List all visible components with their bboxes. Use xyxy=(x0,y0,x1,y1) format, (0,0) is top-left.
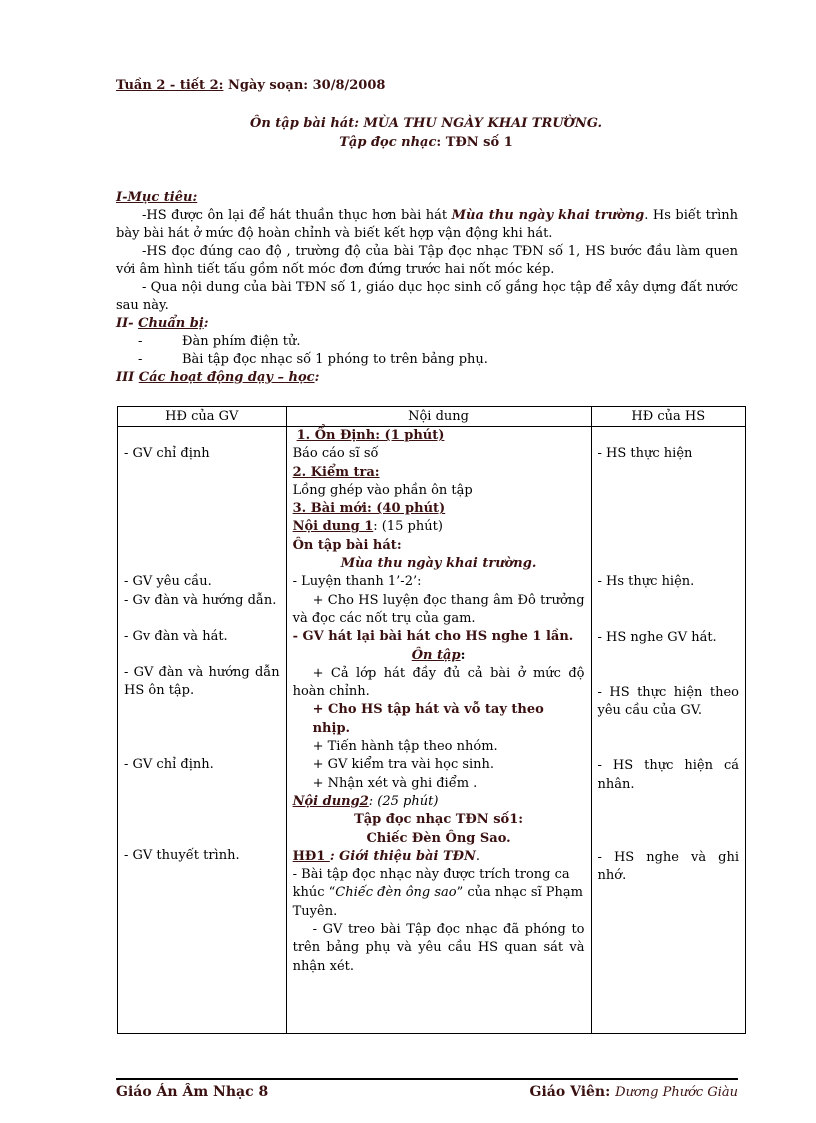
content-part-1: Nội dung 1: (15 phút) xyxy=(292,519,443,535)
gv-activity: - GV chỉ định. xyxy=(124,756,214,772)
content-column xyxy=(286,427,591,1034)
section-check: 2. Kiểm tra: xyxy=(292,464,380,480)
gv-activity: - GV chỉ định xyxy=(124,446,210,461)
footer-teacher: Giáo Viên: Dương Phước Giàu xyxy=(529,1084,738,1100)
hs-activity: - HS nghe và ghi nhớ. xyxy=(597,850,739,884)
tdn-title: Tập đọc nhạc TĐN số1: xyxy=(354,812,524,828)
student-activities xyxy=(591,427,745,1034)
content-text: + GV kiểm tra vài học sinh. xyxy=(312,757,495,773)
objective-3: - Qua nội dung của bài TĐN số 1, giáo dục học sinh cố gắng học tập để xây dựng đất nước sau này. xyxy=(116,280,738,313)
hs-activity: - HS nghe GV hát. xyxy=(597,629,717,645)
gv-activity: - GV thuyết trình. xyxy=(124,848,240,864)
gv-activity: - Gv đàn và hát. xyxy=(124,628,228,644)
activities-heading: III Các hoạt động dạy – học: xyxy=(116,370,320,385)
teacher-signature: Dương Phước Giàu xyxy=(615,1085,738,1100)
song-title: MÙA THU NGÀY KHAI TRƯỜNG. xyxy=(363,116,602,131)
hs-activity: - HS thực hiện theo yêu cầu của GV. xyxy=(597,684,739,719)
lesson-activities-table xyxy=(117,406,746,1034)
header-teacher: HĐ của GV xyxy=(118,407,287,427)
gv-activity: - Gv đàn và hướng dẫn. xyxy=(124,592,277,608)
content-text: + Cho HS luyện đọc thang âm Đô trưởng và đọc các nốt trụ của gam. xyxy=(292,592,585,626)
page-footer xyxy=(116,1078,738,1100)
content-text: Báo cáo sĩ số xyxy=(292,446,379,462)
lesson-header xyxy=(116,78,385,93)
header-student: HĐ của HS xyxy=(591,407,745,427)
gv-activity: - GV đàn và hướng dẫn HS ôn tập. xyxy=(124,665,280,699)
hs-activity: - Hs thực hiện. xyxy=(597,574,695,590)
content-text: - GV hát lại bài hát cho HS nghe 1 lần. xyxy=(292,629,574,645)
content-text: + Cả lớp hát đầy đủ cả bài ở mức độ hoàn chỉnh. xyxy=(292,665,585,700)
teacher-activities xyxy=(118,427,287,1034)
preparation-item-2: - Bài tập đọc nhạc số 1 phóng to trên bảng phụ. xyxy=(138,352,488,367)
title-line-2 xyxy=(116,135,736,150)
prep-date: Ngày soạn: 30/8/2008 xyxy=(223,78,386,93)
gv-activity: - GV yêu cầu. xyxy=(124,574,212,590)
hs-activity: - HS thực hiện cá nhân. xyxy=(597,758,739,792)
objectives-section xyxy=(116,189,738,387)
content-text: - GV treo bài Tập đọc nhạc đã phóng to trên bảng phụ và yêu cầu HS quan sát và nhận xét. xyxy=(292,922,585,974)
content-text: - Luyện thanh 1’-2’: xyxy=(292,574,422,590)
section-stabilize: 1. Ổn Định: (1 phút) xyxy=(296,428,445,443)
content-text: + Nhận xét và ghi điểm . xyxy=(312,775,478,791)
footer-title: Giáo Án Âm Nhạc 8 xyxy=(116,1084,269,1100)
section-new-lesson: 3. Bài mới: (40 phút) xyxy=(292,501,446,517)
content-text: + Cho HS tập hát và vỗ tay theo nhịp. xyxy=(312,702,544,736)
title-line-1 xyxy=(116,116,736,131)
content-text: + Tiến hành tập theo nhóm. xyxy=(312,739,498,755)
review-song: Mùa thu ngày khai trường. xyxy=(340,556,537,572)
review-label: Ôn tập: xyxy=(411,647,466,663)
content-text: Lồng ghép vào phần ôn tập xyxy=(292,482,473,498)
objective-1: -HS được ôn lại để hát thuần thục hơn bài hát Mùa thu ngày khai trường. Hs biết trình bày bài hát ở mức độ hoàn chỉnh và biết kết hợp vận động khi hát. xyxy=(116,208,738,241)
content-text: - Bài tập đọc nhạc này được trích trong ca khúc “Chiếc đèn ông sao” của nhạc sĩ Phạm Tuyên. xyxy=(292,867,583,919)
subtitle-text: : TĐN số 1 xyxy=(436,135,513,150)
objectives-heading: I-Mục tiêu: xyxy=(116,190,198,205)
preparation-heading: II- Chuẩn bị: xyxy=(116,316,209,331)
activity-1-heading: HĐ1 : Giới thiệu bài TĐN. xyxy=(292,848,481,864)
title-label: Ôn tập bài hát: xyxy=(250,116,364,131)
hs-activity: - HS thực hiện xyxy=(597,446,693,461)
tdn-song: Chiếc Đèn Ông Sao. xyxy=(366,830,511,846)
preparation-item-1: - Đàn phím điện tử. xyxy=(138,334,301,349)
content-part-2: Nội dung2: (25 phút) xyxy=(292,793,439,809)
objective-2: -HS đọc đúng cao độ , trường độ của bài Tập đọc nhạc TĐN số 1, HS bước đầu làm quen với âm hình tiết tấu gồm nốt móc đơn đứng trước hai nốt móc kép. xyxy=(116,244,738,277)
review-heading: Ôn tập bài hát: xyxy=(292,537,402,553)
week-label: Tuần 2 - tiết 2: xyxy=(116,78,224,93)
header-content: Nội dung xyxy=(286,407,591,427)
subtitle-label: Tập đọc nhạc xyxy=(339,135,437,150)
